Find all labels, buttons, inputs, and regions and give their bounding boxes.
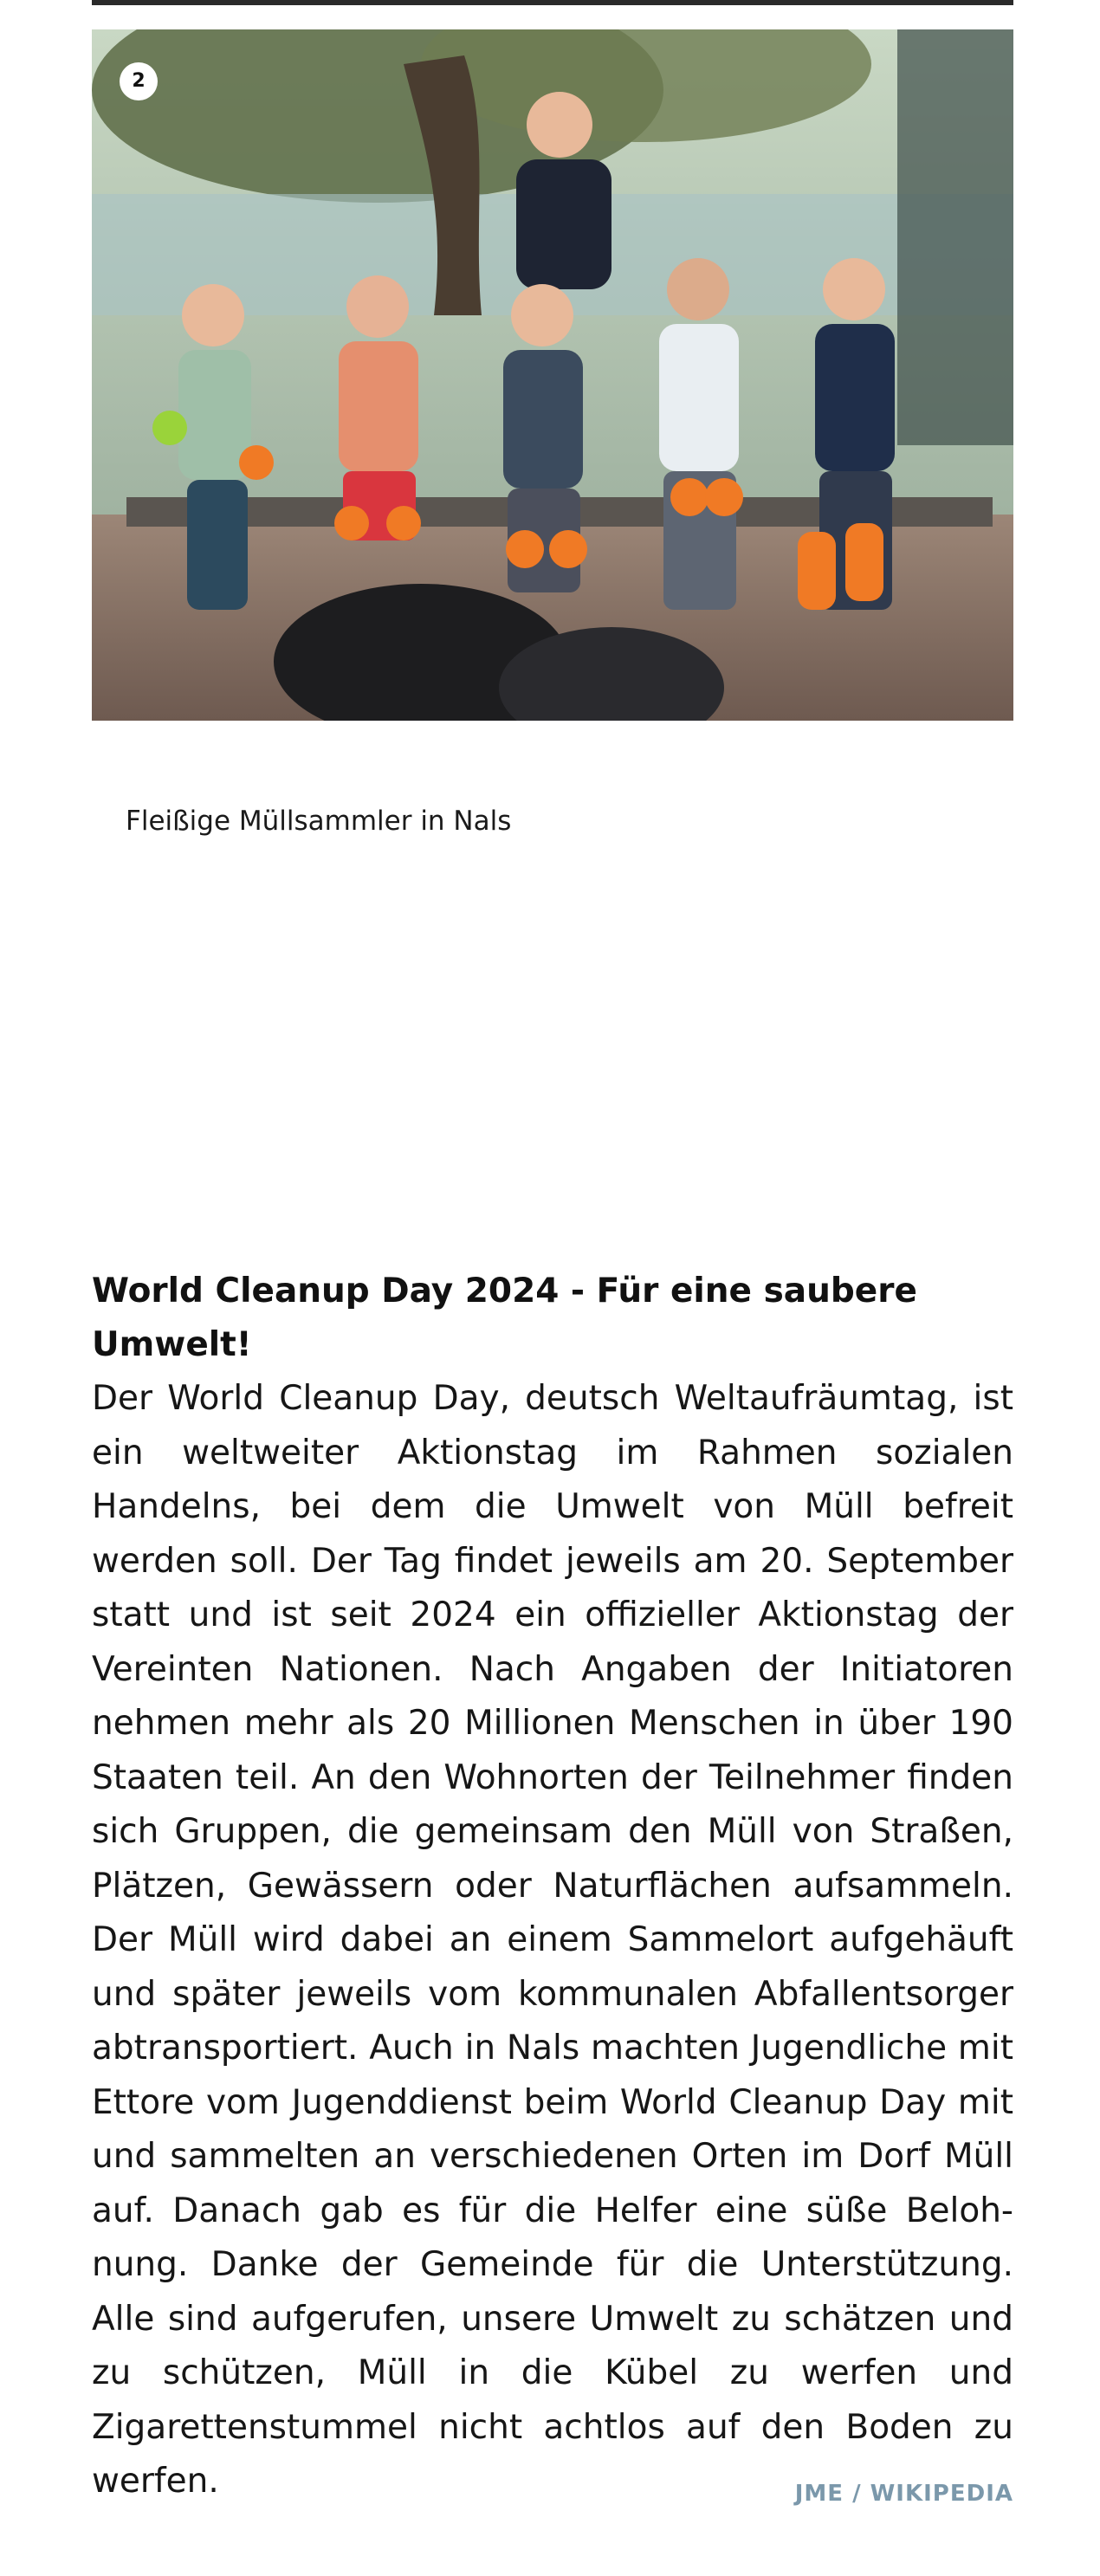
group-photo-illustration <box>92 29 1013 721</box>
image-number-badge: 2 <box>120 62 158 100</box>
article-body-text: Der World Cleanup Day, deutsch Weltaufräumtag, ist ein weltweiter Aktionstag im Rahmen sozialen Handelns, bei dem die Umwelt von Müll befreit werden soll. Der Tag findet jeweils am 20. September statt und ist seit 2024 ein offizieller Aktionstag der Vereinten Nationen. Nach Angaben der Initiatoren nehmen mehr als 20 Millionen Menschen in über 190 Staaten teil. An den Wohnorten der Teilnehmer finden sich Gruppen, die gemeinsam den Müll von Straßen, Plätzen, Gewässern oder Naturflächen aufsammeln. Der Müll wird dabei an einem Sammelort aufgehäuft und später jeweils vom kommunalen Abfallentsorger abtransportiert. Auch in Nals machten Jugendliche mit Ettore vom Jugenddienst beim World Cleanup Day mit und sammelten an verschiedenen Orten im Dorf Müll auf. Danach gab es für die Helfer eine süße Belohnung. Danke der Gemeinde für die Unterstützung. Alle sind aufgerufen, unsere Umwelt zu schätzen und zu schützen, Müll in die Kübel zu werfen und Zigarettenstummel nicht achtlos auf den Boden zu werfen. <box>92 1379 1013 2501</box>
previous-image-edge <box>92 0 1013 5</box>
article-photo <box>92 29 1013 721</box>
image-credit: JME / WIKIPEDIA <box>794 2481 1013 2507</box>
photo-caption: Fleißige Müllsammler in Nals <box>126 806 512 837</box>
article <box>92 1265 1013 2521</box>
article-body <box>92 1372 1013 2509</box>
article-headline: World Cleanup Day 2024 - Für eine saubere Umwelt! <box>92 1272 917 1364</box>
